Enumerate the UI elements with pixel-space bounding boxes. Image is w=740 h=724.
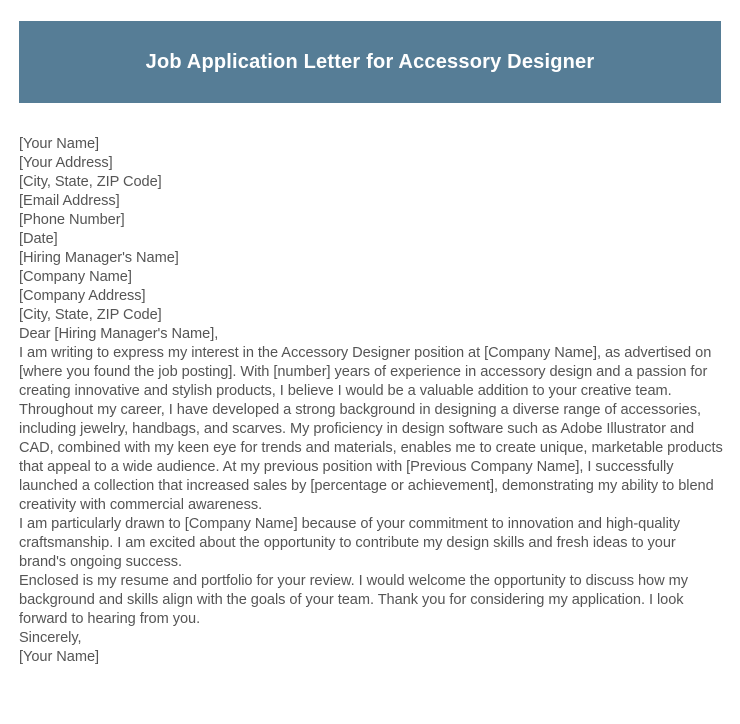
date-line: [Date]	[19, 231, 58, 247]
hiring-manager-name-line: [Hiring Manager's Name]	[19, 250, 179, 266]
sender-address-line: [Your Address]	[19, 155, 113, 171]
sender-phone-line: [Phone Number]	[19, 212, 125, 228]
paragraph-enclosure: Enclosed is my resume and portfolio for your review. I would welcome the opportunity to discuss how my background and skills align with the goals of your team. Thank you for considering my application. I look forward to hearing from you.	[19, 573, 688, 627]
closing: Sincerely,	[19, 630, 82, 646]
company-city-line: [City, State, ZIP Code]	[19, 307, 162, 323]
paragraph-experience: Throughout my career, I have developed a strong background in designing a diverse range of accessories, including jewelry, handbags, and scarves. My proficiency in design software such as Adobe Illustrator and CAD, combined with my keen eye for trends and materials, enables me to create unique, marketable products that appeal to a wide audience. At my previous position with [Previous Company Name], I successfully launched a collection that increased sales by [percentage or achievement], demonstrating my ability to blend creativity with commercial awareness.	[19, 402, 723, 513]
paragraph-motivation: I am particularly drawn to [Company Name] because of your commitment to innovation and high-quality craftsmanship. I am excited about the opportunity to contribute my design skills and fresh ideas to your brand's ongoing success.	[19, 516, 681, 570]
sender-city-line: [City, State, ZIP Code]	[19, 174, 162, 190]
company-address-line: [Company Address]	[19, 288, 146, 304]
signature: [Your Name]	[19, 649, 100, 665]
paragraph-introduction: I am writing to express my interest in the Accessory Designer position at [Company Name], as advertised on [where you found the job posting]. With [number] years of experience in accessory design and a passion for creating innovative and stylish products, I believe I would be a valuable addition to your creative team.	[19, 345, 712, 399]
company-name-line: [Company Name]	[19, 269, 132, 285]
salutation: Dear [Hiring Manager's Name],	[19, 326, 219, 342]
sender-name-line: [Your Name]	[19, 136, 100, 152]
document-title: Job Application Letter for Accessory Designer	[145, 50, 595, 73]
sender-email-line: [Email Address]	[19, 193, 120, 209]
title-banner	[19, 21, 721, 103]
letter-body	[19, 135, 723, 667]
